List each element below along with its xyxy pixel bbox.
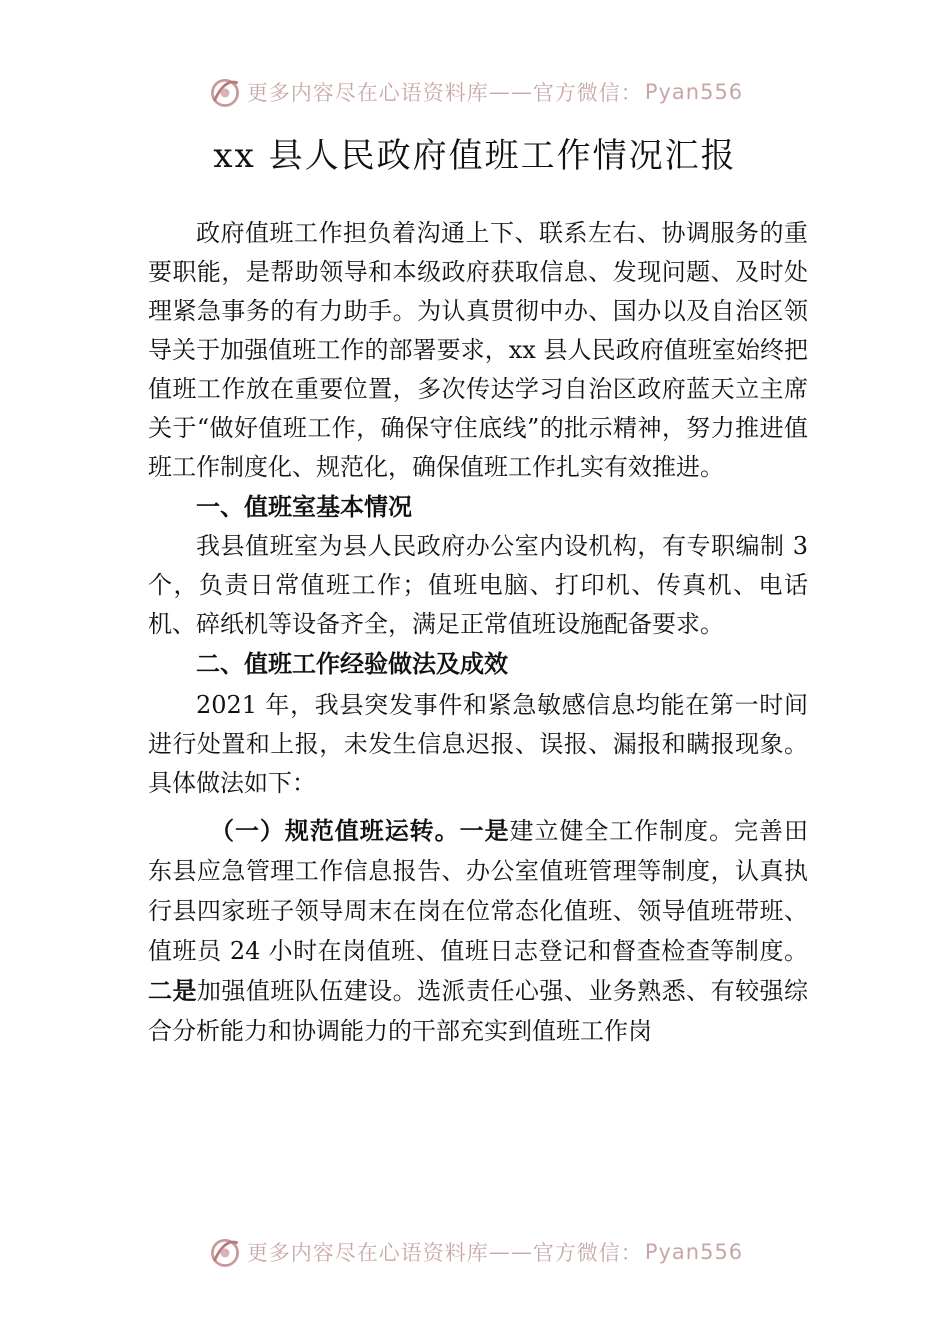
subsection-1-paragraph — [148, 811, 808, 1051]
brand-logo-icon — [207, 1234, 243, 1270]
section-2-paragraph: 2021 年，我县突发事件和紧急敏感信息均能在第一时间进行处置和上报，未发生信息迟报、误报、漏报和瞒报现象。具体做法如下： — [148, 691, 808, 797]
watermark-wechat-label: 官方微信： — [532, 81, 643, 105]
footer-watermark — [0, 1232, 950, 1272]
header-watermark — [0, 72, 950, 112]
section-heading-2: 二、值班工作经验做法及成效 — [196, 650, 508, 678]
watermark-wechat-id: Pyan556 — [644, 1240, 744, 1264]
watermark-dash: —— — [488, 1240, 533, 1264]
subsection-text-2: 加强值班队伍建设。选派责任心强、业务熟悉、有较强综合分析能力和协调能力的干部充实到值班工作岗 — [148, 977, 809, 1045]
section-heading-1: 一、值班室基本情况 — [196, 493, 412, 521]
brand-logo-icon — [207, 74, 243, 110]
document-title: xx 县人民政府值班工作情况汇报 — [213, 136, 737, 176]
section-1-paragraph: 我县值班室为县人民政府办公室内设机构，有专职编制 3 个，负责日常值班工作；值班电脑、打印机、传真机、电话机、碎纸机等设备齐全，满足正常值班设施配备要求。 — [148, 532, 808, 638]
watermark-site: 更多内容尽在心语资料库 — [246, 1241, 489, 1265]
watermark-wechat-label: 官方微信： — [532, 1241, 643, 1265]
watermark-dash: —— — [488, 80, 533, 104]
document-body — [148, 214, 808, 1051]
subsection-lead: （一）规范值班运转。一是 — [210, 817, 510, 845]
subsection-bold-2: 二是 — [148, 977, 197, 1005]
watermark-site: 更多内容尽在心语资料库 — [246, 81, 489, 105]
watermark-wechat-id: Pyan556 — [644, 80, 744, 104]
subsection-text-1: 建立健全工作制度。完善田东县应急管理工作信息报告、办公室值班管理等制度，认真执行县四家班子领导周末在岗在位常态化值班、领导值班带班、值班员 24 小时在岗值班、值班日志登记和督查检查等制度。 — [148, 817, 809, 965]
intro-paragraph: 政府值班工作担负着沟通上下、联系左右、协调服务的重要职能，是帮助领导和本级政府获取信息、发现问题、及时处理紧急事务的有力助手。为认真贯彻中办、国办以及自治区领导关于加强值班工作的部署要求，xx 县人民政府值班室始终把值班工作放在重要位置，多次传达学习自治区政府蓝天立主席关于“做好值班工作，确保守住底线”的批示精神，努力推进值班工作制度化、规范化，确保值班工作扎实有效推进。 — [148, 219, 808, 481]
